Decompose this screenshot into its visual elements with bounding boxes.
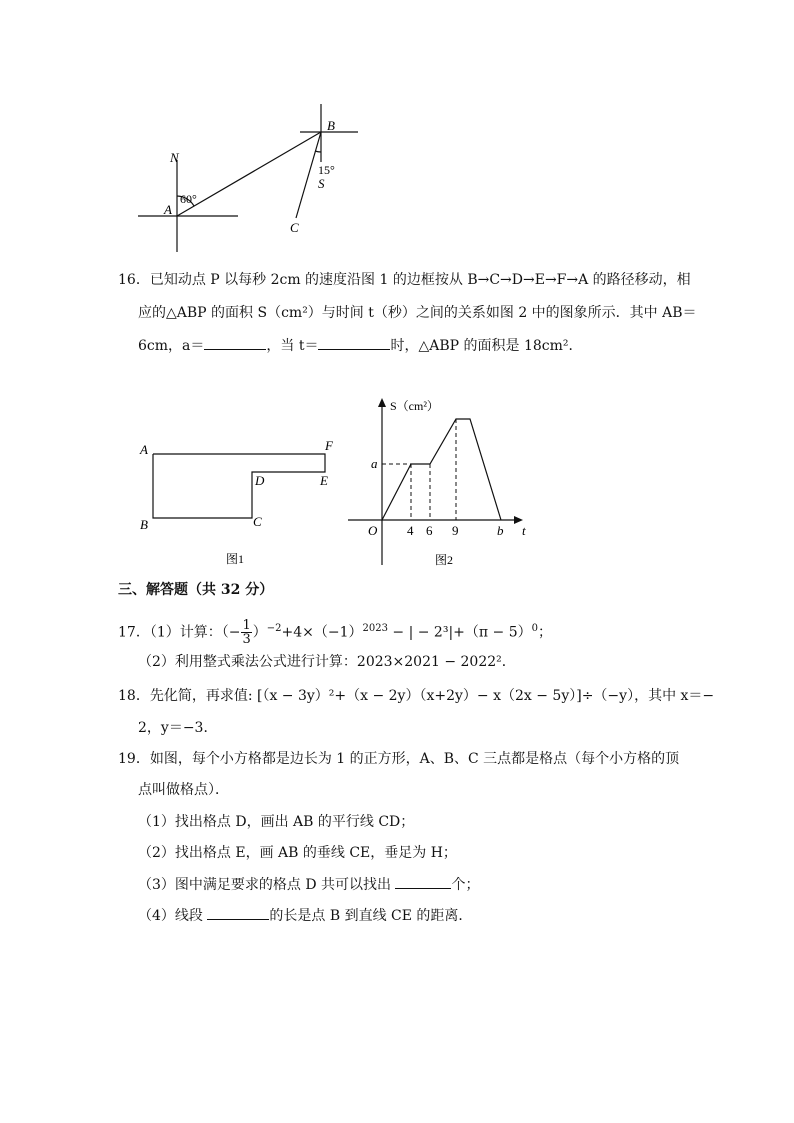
fig2-origin: O xyxy=(368,523,378,538)
answer-blank-t[interactable] xyxy=(318,335,390,350)
q17-p1-prefix: 17．（1）计算：（− xyxy=(118,624,241,641)
answer-blank-count[interactable] xyxy=(395,874,451,889)
label-c: C xyxy=(290,220,299,235)
q17-part2: （2）利用整式乘法公式进行计算：2023×2021 − 2022²． xyxy=(138,654,516,670)
fig1-label-a: A xyxy=(140,442,148,457)
q19-part1: （1）找出格点 D，画出 AB 的平行线 CD； xyxy=(138,814,415,830)
q19-p3-a: （3）图中满足要求的格点 D 共可以找出 xyxy=(138,877,392,893)
fig2-xlabel: t xyxy=(522,523,526,538)
fig2-tick-4: 4 xyxy=(407,523,414,538)
q17-p1-mid3: − | − 2³|+（π − 5） xyxy=(387,624,532,641)
q19-line2: 点叫做格点）． xyxy=(138,782,229,798)
label-b: B xyxy=(327,118,335,133)
fig2-caption: 图2 xyxy=(435,553,454,567)
q16-line3-b: ，当 t＝ xyxy=(266,338,319,354)
compass-figure xyxy=(130,100,370,255)
label-a: A xyxy=(164,202,172,217)
graph-line xyxy=(382,419,501,520)
q19-p3-b: 个； xyxy=(451,877,480,893)
segment-ab xyxy=(177,132,321,216)
fig2-tick-6: 6 xyxy=(426,523,433,538)
fig1-label-c: C xyxy=(253,514,262,529)
figure-2 xyxy=(340,390,540,572)
figure-1-outline xyxy=(153,454,325,518)
fraction-numerator: 1 xyxy=(242,618,251,634)
figure-1 xyxy=(135,432,345,572)
fig1-label-f: F xyxy=(325,438,333,453)
fig1-label-e: E xyxy=(320,473,328,488)
label-s: S xyxy=(318,176,325,191)
q16-line1: 16．已知动点 P 以每秒 2cm 的速度沿图 1 的边框按从 B→C→D→E→F→A 的路径移动，相 xyxy=(118,272,691,288)
q16-line2: 应的△ABP 的面积 S（cm²）与时间 t（秒）之间的关系如图 2 中的图象所示．其中 AB＝ xyxy=(138,305,697,321)
q17-p1-end: ； xyxy=(538,624,553,641)
q17-p1-mid2: +4×（−1） xyxy=(281,624,363,641)
q17-exp3: 0 xyxy=(531,623,539,634)
fig1-caption: 图1 xyxy=(226,552,245,566)
q17-exp2: 2023 xyxy=(362,623,388,634)
q19-p4-b: 的长是点 B 到直线 CE 的距离． xyxy=(269,908,473,924)
q19-part2: （2）找出格点 E，画 AB 的垂线 CE，垂足为 H； xyxy=(138,845,457,861)
y-axis-arrow xyxy=(378,398,386,407)
label-n: N xyxy=(170,150,179,165)
fig2-ylabel: S（cm²） xyxy=(390,399,439,413)
q18-line1: 18．先化简，再求值: [（x − 3y）²+（x − 2y）（x+2y）− x（2x − 5y）]÷（−y），其中 x＝− xyxy=(118,688,715,704)
q19-p4-a: （4）线段 xyxy=(138,908,203,924)
q17-part1 xyxy=(118,614,553,648)
angle-arc-b xyxy=(315,151,321,152)
fraction-one-third xyxy=(241,619,251,646)
fig2-tick-b: b xyxy=(497,523,504,538)
q19-part4 xyxy=(138,905,472,926)
angle-a-label: 60° xyxy=(180,192,197,206)
q17-exp1: −2 xyxy=(266,623,282,634)
fig1-label-b: B xyxy=(140,517,148,532)
q18-line2: 2，y＝−3． xyxy=(138,720,218,736)
fig1-label-d: D xyxy=(255,473,265,488)
fig2-tick-9: 9 xyxy=(452,523,459,538)
answer-blank-a[interactable] xyxy=(204,335,266,350)
angle-b-label: 15° xyxy=(318,163,335,177)
fig2-tick-a: a xyxy=(371,456,378,471)
q16-line3 xyxy=(138,335,582,356)
q17-p1-mid1: ） xyxy=(252,624,267,641)
answer-blank-segment[interactable] xyxy=(207,905,269,920)
fraction-denominator: 3 xyxy=(242,632,251,648)
section-3-title: 三、解答题（共 32 分） xyxy=(118,582,274,598)
q16-line3-c: 时，△ABP 的面积是 18cm²． xyxy=(390,338,583,354)
q19-part3 xyxy=(138,874,479,895)
q19-line1: 19．如图，每个小方格都是边长为 1 的正方形，A、B、C 三点都是格点（每个小方格的顶 xyxy=(118,751,680,767)
q16-line3-a: 6cm，a＝ xyxy=(138,338,205,354)
